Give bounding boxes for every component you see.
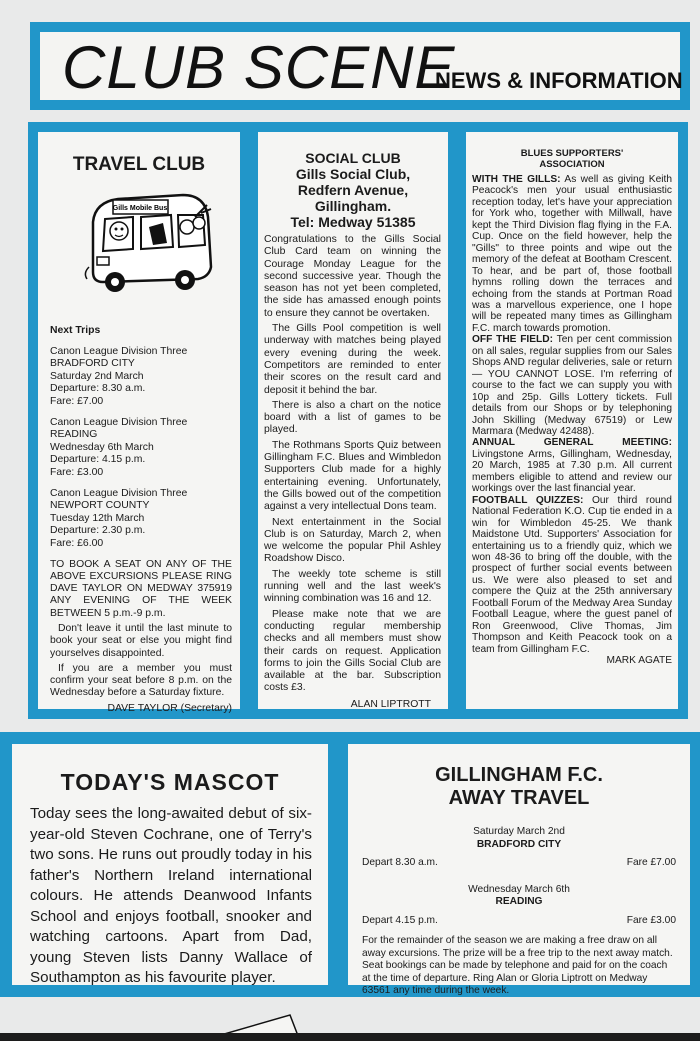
blues-section	[472, 334, 672, 437]
away-trip-date: Saturday March 2nd	[473, 826, 565, 837]
section-heading: ANNUAL GENERAL MEETING:	[472, 437, 672, 449]
travel-club-content	[38, 132, 240, 714]
section-text: Our third round National Federation K.O. Cup tie ended in a win for Wimbledon 45-25. We thank Maidstone Utd. Supporters' Association for entertaining us to a friendly quiz, which we won 48-36 to bring off the double, with the prospect of further social events between us. We were also pleased to set and compere the Quiz at the 25th anniversary Football Forum of the Medway Area Sunday Football League, where the guest panel of Ron Greenwood, Clive Thomas, Jim Thompson and Keith Peacock took on a team from Gillingham F.C.	[472, 494, 672, 655]
trip-league: Canon League Division Three	[50, 345, 188, 357]
blues-section	[472, 174, 672, 334]
social-club-title: SOCIAL CLUB	[305, 150, 401, 166]
page-title: CLUB SCENE	[62, 34, 456, 101]
blues-title: BLUES SUPPORTERS'	[520, 148, 624, 159]
away-trip-date: Wednesday March 6th	[468, 883, 570, 895]
trip-date: Wednesday 6th March	[50, 441, 154, 453]
section-heading: FOOTBALL QUIZZES:	[472, 494, 584, 506]
blues-header	[466, 132, 678, 170]
section-text: Livingstone Arms, Gillingham, Wednesday, 20 March, 1985 at 7.30 p.m. All current members eligible to attend and review our workings over the last financial year.	[472, 448, 672, 495]
section-heading: OFF THE FIELD:	[472, 334, 554, 346]
booking-notice: TO BOOK A SEAT ON ANY OF THE ABOVE EXCURSIONS PLEASE RING DAVE TAYLOR ON MEDWAY 375919 ANY EVENING OF THE WEEK BETWEEN 5 p.m.-9 p.m.	[50, 558, 232, 619]
page-subtitle: NEWS & INFORMATION	[435, 68, 683, 93]
away-trip-team: BRADFORD CITY	[476, 838, 562, 850]
travel-para: Don't leave it until the last minute to book your seat or else you might find yourselves disappointed.	[50, 622, 232, 659]
social-club-content	[258, 132, 448, 709]
trip-league: Canon League Division Three	[50, 416, 188, 428]
trip-item	[50, 417, 232, 480]
header-inner	[40, 32, 683, 101]
bus-cartoon-icon	[83, 187, 213, 295]
trip-fare: Fare: £3.00	[50, 466, 104, 478]
blues-section	[472, 437, 672, 494]
away-trip-row	[362, 915, 676, 928]
away-travel-content	[348, 744, 690, 996]
social-club-phone: Tel: Medway 51385	[290, 214, 416, 230]
trip-team: NEWPORT COUNTY	[50, 500, 150, 512]
travel-club-title: TRAVEL CLUB	[72, 154, 206, 175]
bus-sign: Gills Mobile Bus	[112, 205, 168, 212]
away-title-line1: GILLINGHAM F.C.	[435, 764, 603, 786]
mascot-title: TODAY'S MASCOT	[60, 769, 280, 795]
blues-body	[466, 170, 678, 666]
next-trips-heading: Next Trips	[50, 325, 101, 336]
social-para: The weekly tote scheme is still running well and the last week's winning combination was 16 and 12.	[264, 568, 441, 605]
trip-fare: Fare: £6.00	[50, 537, 104, 549]
blues-section	[472, 495, 672, 655]
social-para: Please make note that we are conducting regular membership checks and all members must show their cards on request. Application forms to join the Gills Social Club are available at the bar. Subscription costs £3.	[264, 608, 441, 694]
trip-team: BRADFORD CITY	[50, 358, 135, 370]
section-text: Ten per cent commission on all sales, regular supplies from our Sales Shops AND regular deliveries, sale or return — YOU CANNOT LOSE. I'm referring of course to the fact we can supply you with 10p and 25p. Gills Lottery tickets. Full details from our Shops or by telephoning John Skilling (Medway 67519) or Lew Marmara (Medway 42488).	[472, 334, 672, 437]
away-trip-depart: Depart 8.30 a.m.	[362, 857, 438, 868]
travel-club-panel	[28, 122, 250, 719]
away-travel-header	[348, 744, 690, 810]
trip-date: Tuesday 12th March	[50, 512, 145, 524]
away-travel-panel	[338, 732, 700, 997]
social-club-body	[258, 230, 448, 711]
blues-subtitle: ASSOCIATION	[539, 159, 605, 170]
social-para: Congratulations to the Gills Social Club Card team on winning the Courage Monday League for the second successive year. Though the season has not yet been completed, the side has amassed enough points to ensure they cannot be overtaken.	[264, 234, 441, 319]
header-banner	[30, 22, 690, 110]
section-heading: WITH THE GILLS:	[472, 174, 561, 185]
travel-para: If you are a member you must confirm your seat before 8 p.m. on the Wednesday before a Saturday fixture.	[50, 662, 232, 699]
blues-panel	[456, 122, 688, 719]
social-para: Next entertainment in the Social Club is on Saturday, March 2, when we welcome the popular Phil Ashley Roadshow Disco.	[264, 516, 441, 565]
away-travel-body	[348, 810, 690, 998]
social-club-panel	[248, 122, 458, 719]
trip-departure: Departure: 2.30 p.m.	[50, 525, 146, 537]
mascot-content	[12, 744, 328, 985]
blues-signature: MARK AGATE	[606, 655, 672, 667]
trip-item	[50, 346, 232, 409]
blues-content	[466, 132, 678, 709]
trip-departure: Departure: 8.30 a.m.	[50, 383, 146, 395]
mascot-panel	[0, 732, 340, 997]
away-trip-depart: Depart 4.15 p.m.	[362, 914, 438, 926]
away-travel-notice: For the remainder of the season we are making a free draw on all away excursions. The prize will be a free trip to the next away match. Seat bookings can be made by telephone and paid for on the coach at the time of departure. Ring Alan or Gloria Liptrott on Medway 63561 any time during the week.	[362, 935, 673, 996]
social-club-address: Gills Social Club,	[295, 166, 411, 182]
social-para: The Gills Pool competition is well underway with matches being played every evening during the week. Competitors are reminded to enter their scores on the result card and deposit it behind the bar.	[264, 323, 441, 396]
social-club-address: Redfern Avenue,	[297, 182, 409, 198]
away-trip-team: READING	[495, 896, 543, 907]
mascot-text: Today sees the long-awaited debut of six-year-old Steven Cochrane, one of Terry's two sons. He runs out proudly today in his father's Northern Ireland international colours. He attends Deanwood Infants School and enjoys football, snooker and watching cartoons. Apart from Dad, young Steven lists Danny Wallace of Southampton as his favourite player.	[30, 805, 312, 986]
away-title-line2: AWAY TRAVEL	[448, 787, 590, 809]
away-trip-fare: Fare £7.00	[626, 857, 676, 868]
social-club-header	[258, 132, 448, 230]
section-text: As well as giving Keith Peacock's men your usual enthusiastic reception today, let's have your appreciation for York who, together with Millwall, have kept the Third Division flag flying in the F.A. Cup. Once on the field however, help the "Gills" to three points and wipe out the memory of the defeat at Bootham Crescent. To hear, and be part of, those football hymns rolling down the terraces and echoing from the stands at Portman Road was a marvellous experience, one I hope will be repeated many times as Gillingham F.C. march towards promotion.	[472, 174, 672, 334]
bottom-decoration	[0, 997, 700, 1041]
trip-departure: Departure: 4.15 p.m.	[50, 454, 146, 466]
trip-league: Canon League Division Three	[50, 487, 188, 499]
social-club-address: Gillingham.	[314, 198, 392, 214]
social-signature: ALAN LIPTROTT	[350, 698, 431, 710]
trip-date: Saturday 2nd March	[50, 370, 144, 382]
trip-fare: Fare: £7.00	[50, 395, 104, 407]
trip-item	[50, 488, 232, 551]
social-para: There is also a chart on the notice board with a list of games to be played.	[264, 399, 441, 436]
away-trip-row	[362, 857, 676, 870]
travel-signature: DAVE TAYLOR (Secretary)	[107, 702, 232, 714]
travel-trips	[50, 325, 232, 715]
social-para: The Rothmans Sports Quiz between Gillingham F.C. Blues and Wimbledon Supporters Club made for a highly entertaining evening. Unfortunately, the Gills bowed out of the competition against a very intellectual Dons team.	[264, 439, 441, 513]
away-trip-fare: Fare £3.00	[626, 914, 676, 926]
trip-team: READING	[50, 429, 98, 441]
